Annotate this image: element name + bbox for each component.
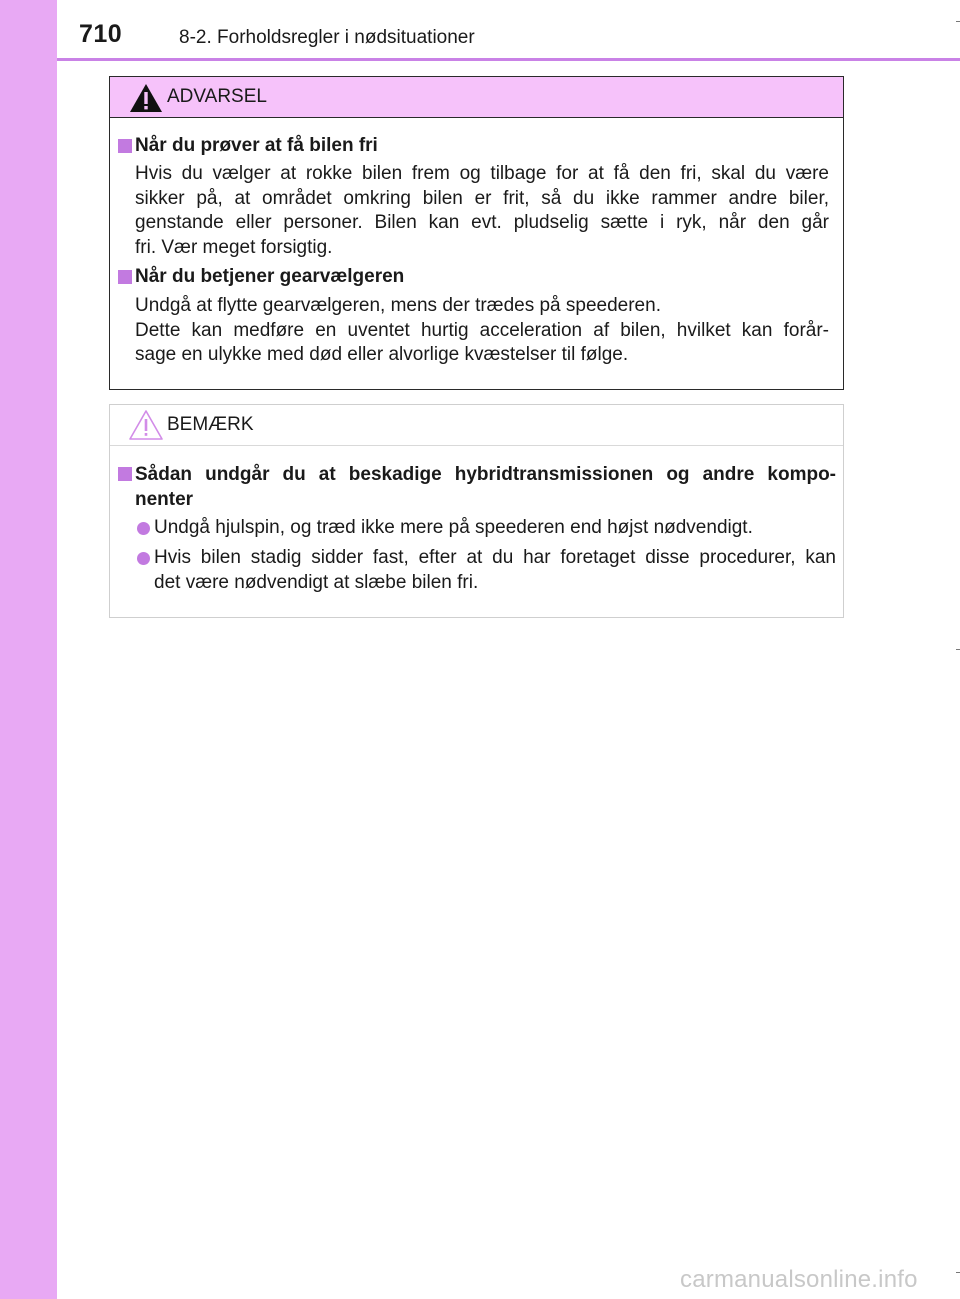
text-line: genstande eller personer. Bilen kan evt. pludselig sætte i ryk, når den går	[135, 212, 829, 233]
square-bullet-icon	[118, 467, 132, 481]
watermark: carmanualsonline.info	[680, 1266, 918, 1293]
text-line: sage en ulykke med død eller alvorlige kvæstelser til følge.	[135, 344, 629, 365]
caution-triangle-icon	[128, 409, 164, 441]
text-line: fri. Vær meget forsigtig.	[135, 236, 333, 258]
round-bullet-icon	[137, 522, 150, 535]
text-line: Undgå hjulspin, og træd ikke mere på speederen end højst nødvendigt.	[154, 517, 753, 538]
crop-mark	[956, 649, 960, 650]
square-bullet-icon	[118, 270, 132, 284]
notice-bullet-wheelspin	[154, 516, 836, 541]
warning-header	[110, 77, 843, 118]
text-line: sikker på, at området omkring bilen er frit, så du ikke rammer andre biler,	[135, 187, 829, 209]
square-bullet-icon	[118, 139, 132, 153]
text-line: Hvis du vælger at rokke bilen frem og tilbage for at få den fri, skal du være	[135, 163, 829, 184]
warning-paragraph-gear-selector	[135, 294, 829, 368]
round-bullet-icon	[137, 552, 150, 565]
text-line: nenter	[135, 489, 194, 510]
notice-bullet-towing	[154, 546, 836, 595]
crop-mark	[956, 21, 960, 22]
text-line: Sådan undgår du at beskadige hybridtransmissionen og andre kompo-	[135, 464, 836, 485]
text-line: Undgå at flytte gearvælgeren, mens der trædes på speederen.	[135, 295, 661, 316]
text-line: Dette kan medføre en uventet hurtig acceleration af bilen, hvilket kan forår-	[135, 319, 829, 341]
warning-triangle-icon	[128, 82, 164, 114]
notice-box	[109, 404, 844, 618]
notice-heading	[135, 462, 836, 512]
section-title: 8-2. Forholdsregler i nødsituationer	[179, 27, 475, 48]
text-line: Hvis bilen stadig sidder fast, efter at du har foretaget disse procedurer, kan	[154, 547, 836, 568]
warning-label: ADVARSEL	[167, 86, 267, 107]
warning-heading-freeing-car: Når du prøver at få bilen fri	[135, 135, 378, 156]
crop-mark	[956, 1272, 960, 1273]
warning-heading-gear-selector: Når du betjener gearvælgeren	[135, 266, 405, 287]
notice-label: BEMÆRK	[167, 414, 254, 435]
warning-paragraph-freeing-car	[135, 162, 829, 260]
notice-header	[110, 405, 843, 446]
warning-box	[109, 76, 844, 390]
text-line: det være nødvendigt at slæbe bilen fri.	[154, 571, 479, 593]
page-number: 710	[79, 20, 123, 48]
header-rule	[57, 58, 960, 61]
page-side-tab	[0, 0, 57, 1299]
